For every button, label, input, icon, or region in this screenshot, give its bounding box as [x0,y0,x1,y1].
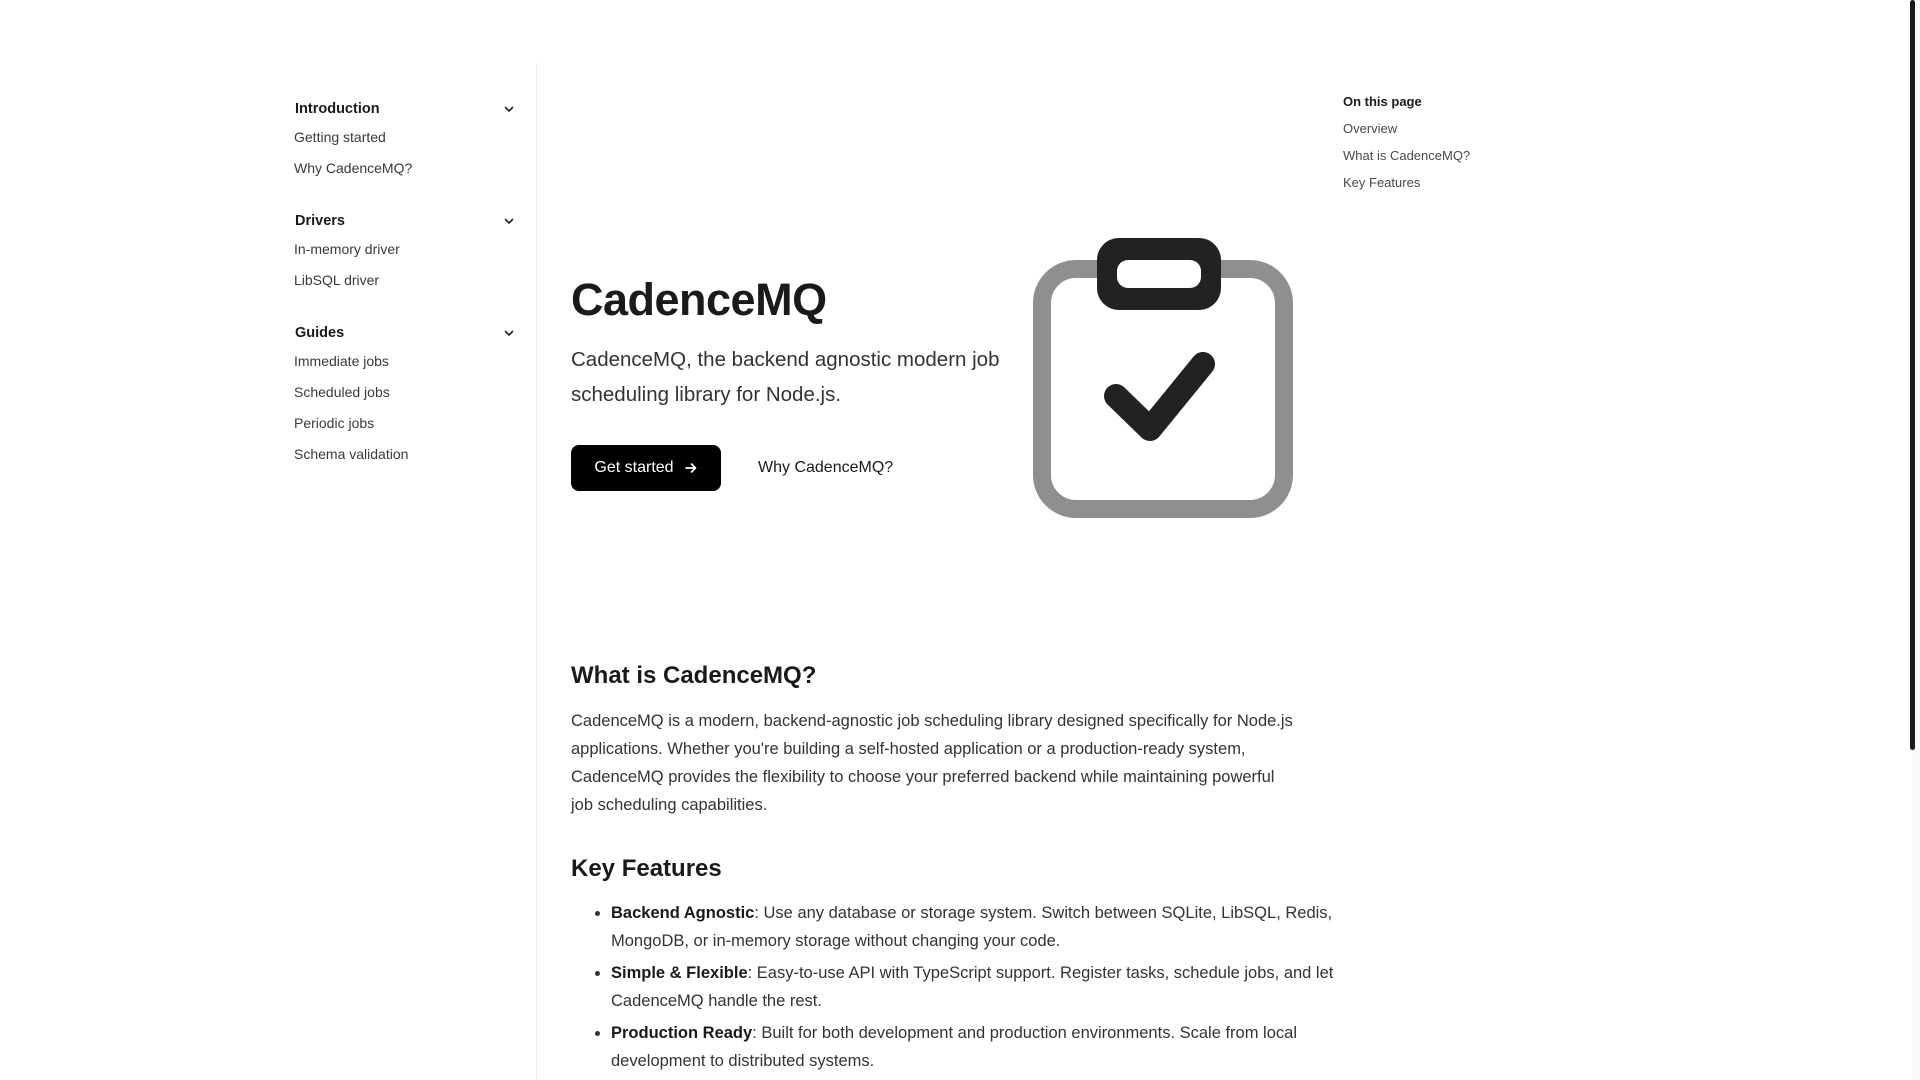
nav-group-introduction [294,96,516,184]
sidebar-item-scheduled-jobs[interactable]: Scheduled jobs [294,384,390,400]
nav-group-toggle-drivers[interactable] [294,208,516,234]
get-started-label: Get started [594,459,674,476]
chevron-down-icon [502,102,516,116]
feature-desc: : Use any database or storage system. Switch between SQLite, LibSQL, Redis, MongoDB, or in-memory storage without changing your code. [611,904,1333,950]
nav-group-title: Guides [295,325,345,341]
chevron-down-icon [502,214,516,228]
nav-group-drivers [294,208,516,296]
what-is-heading: What is CadenceMQ? [571,662,817,689]
nav-group-guides [294,320,516,470]
nav-group-title: Drivers [295,213,345,229]
toc-title: On this page [1343,94,1422,109]
sidebar-item-immediate-jobs[interactable]: Immediate jobs [294,353,389,369]
nav-group-toggle-introduction[interactable] [294,96,516,122]
scrollbar-thumb[interactable] [1910,0,1915,750]
sidebar-item-libsql-driver[interactable]: LibSQL driver [294,272,380,288]
sidebar-item-getting-started[interactable]: Getting started [294,129,386,145]
list-item [611,959,1337,1015]
nav-group-title: Introduction [295,101,380,117]
feature-desc: : Easy-to-use API with TypeScript support. Register tasks, schedule jobs, and let CadenceMQ handle the rest. [611,964,1334,1010]
sidebar [0,63,537,1080]
feature-name: Production Ready [611,1024,753,1042]
why-cadencemq-button[interactable]: Why CadenceMQ? [758,459,894,476]
what-is-paragraph: CadenceMQ is a modern, backend-agnostic job scheduling library designed specifically for Node.js applications. Whether you're building a self-hosted application or a production-ready system, CadenceMQ provides the flexibility to choose your preferred backend while maintaining powerful job scheduling capabilities. [571,712,1293,814]
list-item [611,1019,1337,1075]
sidebar-item-periodic-jobs[interactable]: Periodic jobs [294,415,375,431]
key-features-heading: Key Features [571,855,722,882]
table-of-contents [1343,94,1563,193]
sidebar-item-why-cadencemq[interactable]: Why CadenceMQ? [294,160,413,176]
clipboard-check-icon [1033,236,1293,518]
feature-name: Backend Agnostic [611,904,755,922]
nav-group-toggle-guides[interactable] [294,320,516,346]
list-item [611,899,1337,955]
features-list [571,899,1337,1079]
sidebar-item-schema-validation[interactable]: Schema validation [294,446,409,462]
sidebar-item-in-memory-driver[interactable]: In-memory driver [294,241,400,257]
page-title: CadenceMQ [571,274,827,325]
toc-link-key-features[interactable]: Key Features [1343,175,1421,190]
feature-name: Simple & Flexible [611,964,748,982]
get-started-button[interactable] [571,445,721,491]
arrow-right-icon [684,461,698,475]
toc-link-what-is[interactable]: What is CadenceMQ? [1343,148,1471,163]
toc-link-overview[interactable]: Overview [1343,121,1398,136]
chevron-down-icon [502,326,516,340]
feature-desc: : Built for both development and production environments. Scale from local development to distributed systems. [611,1024,1297,1070]
hero-subtitle: CadenceMQ, the backend agnostic modern job scheduling library for Node.js. [571,348,1000,406]
